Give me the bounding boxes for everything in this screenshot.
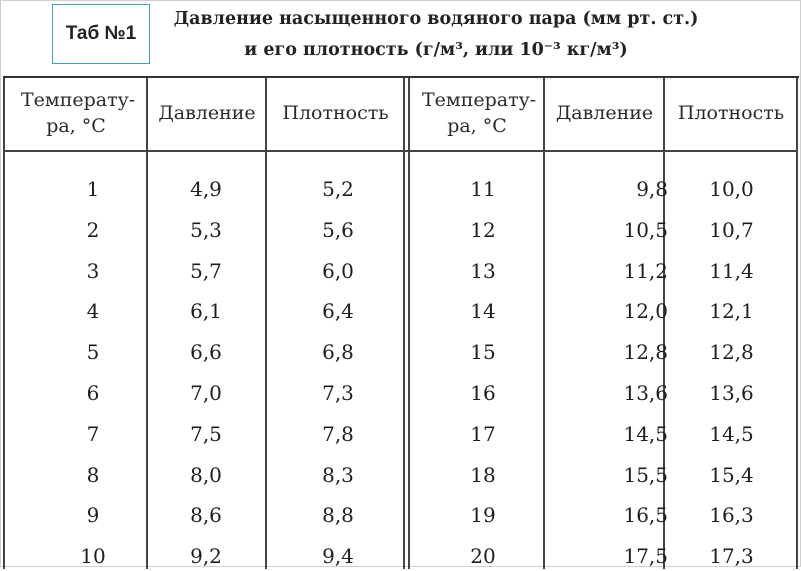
temperature-cell: 7 bbox=[86, 422, 100, 446]
temperature-cell: 17 bbox=[470, 422, 496, 446]
temperature-cell: 4 bbox=[86, 299, 100, 323]
pressure-cell: 12,8 bbox=[623, 340, 668, 364]
header-pressure-left: Давление bbox=[158, 102, 256, 124]
density-cell: 10,0 bbox=[709, 177, 754, 201]
density-cell: 5,6 bbox=[322, 218, 354, 242]
temperature-cell: 11 bbox=[470, 177, 496, 201]
pressure-cell: 17,5 bbox=[623, 544, 668, 568]
pressure-cell: 13,6 bbox=[623, 381, 668, 405]
tab-label[interactable] bbox=[52, 4, 150, 64]
table-title bbox=[156, 4, 716, 66]
pressure-cell: 9,8 bbox=[636, 177, 668, 201]
pressure-cell: 8,6 bbox=[190, 503, 222, 527]
density-cell: 13,6 bbox=[709, 381, 754, 405]
density-cell: 12,8 bbox=[709, 340, 754, 364]
density-cell: 17,3 bbox=[709, 544, 754, 568]
pressure-cell: 16,5 bbox=[623, 503, 668, 527]
density-cell: 6,4 bbox=[322, 299, 354, 323]
density-cell: 6,0 bbox=[322, 259, 354, 283]
pressure-cell: 11,2 bbox=[623, 259, 668, 283]
density-cell: 16,3 bbox=[709, 503, 754, 527]
pressure-cell: 6,1 bbox=[190, 299, 222, 323]
temperature-cell: 13 bbox=[470, 259, 496, 283]
temperature-cell: 19 bbox=[470, 503, 496, 527]
pressure-cell: 9,2 bbox=[190, 544, 222, 568]
pressure-cell: 5,3 bbox=[190, 218, 222, 242]
pressure-cell: 8,0 bbox=[190, 463, 222, 487]
temperature-cell: 3 bbox=[86, 259, 100, 283]
pressure-cell: 7,5 bbox=[190, 422, 222, 446]
density-cell: 6,8 bbox=[322, 340, 354, 364]
temperature-cell: 10 bbox=[80, 544, 106, 568]
temperature-cell: 9 bbox=[86, 503, 100, 527]
density-cell: 14,5 bbox=[709, 422, 754, 446]
header-temperature-right: Температу- ра, °С bbox=[422, 89, 537, 137]
header-density-left: Плотность bbox=[282, 102, 389, 124]
temperature-cell: 1 bbox=[86, 177, 100, 201]
vapor-table bbox=[3, 76, 799, 569]
density-cell: 7,8 bbox=[322, 422, 354, 446]
pressure-cell: 14,5 bbox=[623, 422, 668, 446]
pressure-cell: 4,9 bbox=[190, 177, 222, 201]
title-line-1: Давление насыщенного водяного пара (мм рт. ст.) bbox=[173, 9, 699, 29]
temperature-cell: 5 bbox=[86, 340, 100, 364]
temperature-cell: 15 bbox=[470, 340, 496, 364]
header-pressure-right: Давление bbox=[555, 102, 654, 124]
density-cell: 15,4 bbox=[709, 463, 754, 487]
density-cell: 5,2 bbox=[322, 177, 354, 201]
temperature-cell: 14 bbox=[470, 299, 496, 323]
pressure-cell: 5,7 bbox=[190, 259, 222, 283]
density-cell: 8,8 bbox=[322, 503, 354, 527]
temperature-cell: 20 bbox=[470, 544, 496, 568]
header-divider bbox=[3, 150, 798, 152]
temperature-cell: 18 bbox=[470, 463, 496, 487]
pressure-cell: 10,5 bbox=[623, 218, 668, 242]
header-density-right: Плотность bbox=[677, 102, 785, 124]
density-cell: 9,4 bbox=[322, 544, 354, 568]
temperature-cell: 12 bbox=[470, 218, 496, 242]
temperature-cell: 6 bbox=[86, 381, 100, 405]
temperature-cell: 16 bbox=[470, 381, 496, 405]
pressure-cell: 15,5 bbox=[623, 463, 668, 487]
tab-label-text: Таб №1 bbox=[65, 23, 137, 44]
header-temperature-left: Температу- ра, °С bbox=[21, 89, 136, 137]
title-line-2: и его плотность (г/м³, или 10⁻³ кг/м³) bbox=[244, 40, 628, 60]
temperature-cell: 2 bbox=[86, 218, 100, 242]
density-cell: 10,7 bbox=[709, 218, 754, 242]
temperature-cell: 8 bbox=[86, 463, 100, 487]
pressure-cell: 7,0 bbox=[190, 381, 222, 405]
pressure-cell: 12,0 bbox=[623, 299, 668, 323]
pressure-cell: 6,6 bbox=[190, 340, 222, 364]
density-cell: 7,3 bbox=[322, 381, 354, 405]
density-cell: 8,3 bbox=[322, 463, 354, 487]
density-cell: 12,1 bbox=[709, 299, 754, 323]
density-cell: 11,4 bbox=[709, 259, 754, 283]
